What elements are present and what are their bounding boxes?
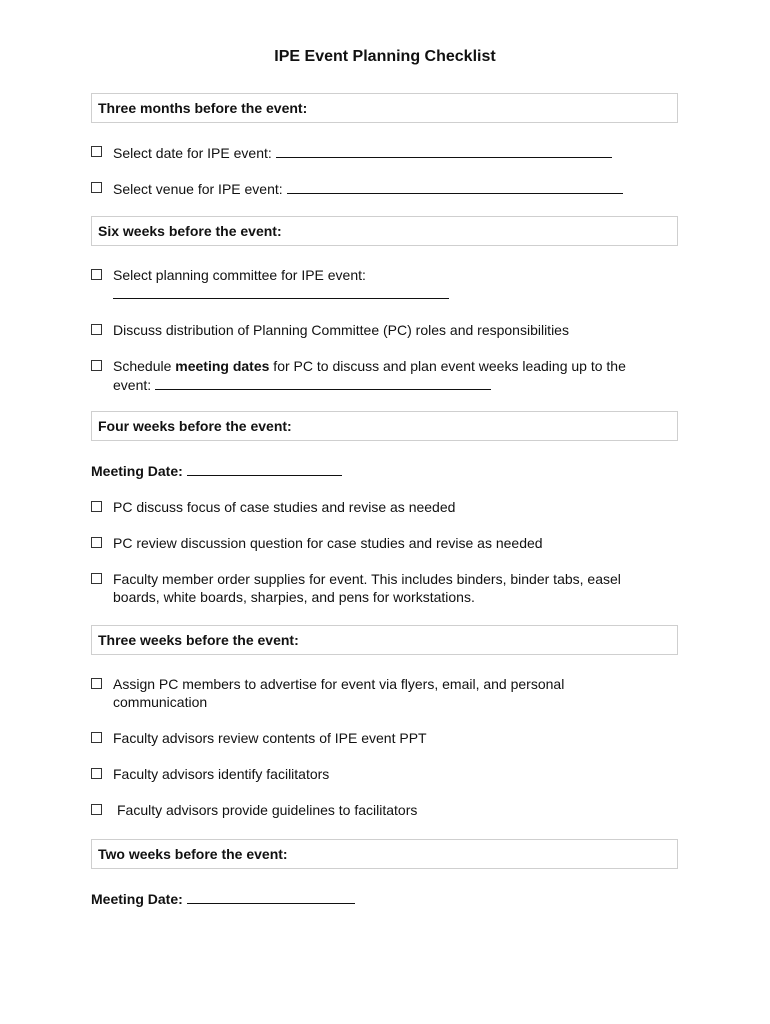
checklist-item bbox=[91, 179, 681, 198]
meeting-date bbox=[91, 461, 342, 480]
checklist-item bbox=[91, 765, 681, 783]
item-label: Assign PC members to advertise for event via flyers, email, and personal bbox=[113, 676, 565, 692]
checklist-item bbox=[91, 498, 681, 516]
checkbox[interactable] bbox=[91, 360, 102, 371]
checklist-item bbox=[91, 143, 681, 162]
meeting-date-label: Meeting Date: bbox=[91, 891, 183, 907]
checkbox[interactable] bbox=[91, 804, 102, 815]
item-label: Faculty advisors identify facilitators bbox=[113, 766, 330, 782]
fill-in-blank[interactable] bbox=[113, 284, 449, 299]
checklist-item bbox=[91, 266, 681, 303]
checklist-item bbox=[91, 534, 681, 552]
item-label: Faculty advisors provide guidelines to facilitators bbox=[117, 802, 418, 818]
item-label: Faculty member order supplies for event. This includes binders, binder tabs, easel bbox=[113, 571, 621, 587]
checkbox[interactable] bbox=[91, 768, 102, 779]
checklist-item bbox=[91, 729, 681, 747]
checkbox[interactable] bbox=[91, 537, 102, 548]
item-label: PC review discussion question for case studies and revise as needed bbox=[113, 535, 543, 551]
checkbox[interactable] bbox=[91, 269, 102, 280]
section-heading-three-months: Three months before the event: bbox=[91, 93, 678, 123]
meeting-date-blank[interactable] bbox=[187, 889, 355, 904]
item-label: Schedule bbox=[113, 358, 176, 374]
checkbox[interactable] bbox=[91, 146, 102, 157]
checklist-item bbox=[91, 801, 681, 819]
meeting-date-blank[interactable] bbox=[187, 461, 342, 476]
checkbox[interactable] bbox=[91, 678, 102, 689]
meeting-date bbox=[91, 889, 355, 908]
section-heading-two-weeks: Two weeks before the event: bbox=[91, 839, 678, 869]
checkbox[interactable] bbox=[91, 501, 102, 512]
item-label: for PC to discuss and plan event weeks leading up to the bbox=[269, 358, 626, 374]
item-label: PC discuss focus of case studies and revise as needed bbox=[113, 499, 456, 515]
item-label: Select venue for IPE event: bbox=[113, 181, 283, 197]
checklist-item bbox=[91, 357, 681, 394]
checkbox[interactable] bbox=[91, 182, 102, 193]
item-label: event: bbox=[113, 377, 152, 393]
page-title: IPE Event Planning Checklist bbox=[274, 48, 496, 65]
checklist-item bbox=[91, 321, 681, 339]
item-label: communication bbox=[113, 694, 208, 710]
item-label: Select planning committee for IPE event: bbox=[113, 267, 366, 283]
item-label-emphasis: meeting dates bbox=[175, 358, 270, 374]
item-label: boards, white boards, sharpies, and pens for workstations. bbox=[113, 589, 475, 605]
section-heading-six-weeks: Six weeks before the event: bbox=[91, 216, 678, 246]
item-label: Faculty advisors review contents of IPE event PPT bbox=[113, 730, 427, 746]
meeting-date-label: Meeting Date: bbox=[91, 463, 183, 479]
item-label: Discuss distribution of Planning Committee (PC) roles and responsibilities bbox=[113, 322, 569, 338]
checkbox[interactable] bbox=[91, 732, 102, 743]
fill-in-blank[interactable] bbox=[287, 179, 623, 194]
fill-in-blank[interactable] bbox=[276, 143, 612, 158]
checklist-item bbox=[91, 570, 681, 606]
section-heading-four-weeks: Four weeks before the event: bbox=[91, 411, 678, 441]
item-label: Select date for IPE event: bbox=[113, 145, 272, 161]
checkbox[interactable] bbox=[91, 324, 102, 335]
checkbox[interactable] bbox=[91, 573, 102, 584]
fill-in-blank[interactable] bbox=[155, 375, 491, 390]
section-heading-three-weeks: Three weeks before the event: bbox=[91, 625, 678, 655]
checklist-item bbox=[91, 675, 681, 711]
